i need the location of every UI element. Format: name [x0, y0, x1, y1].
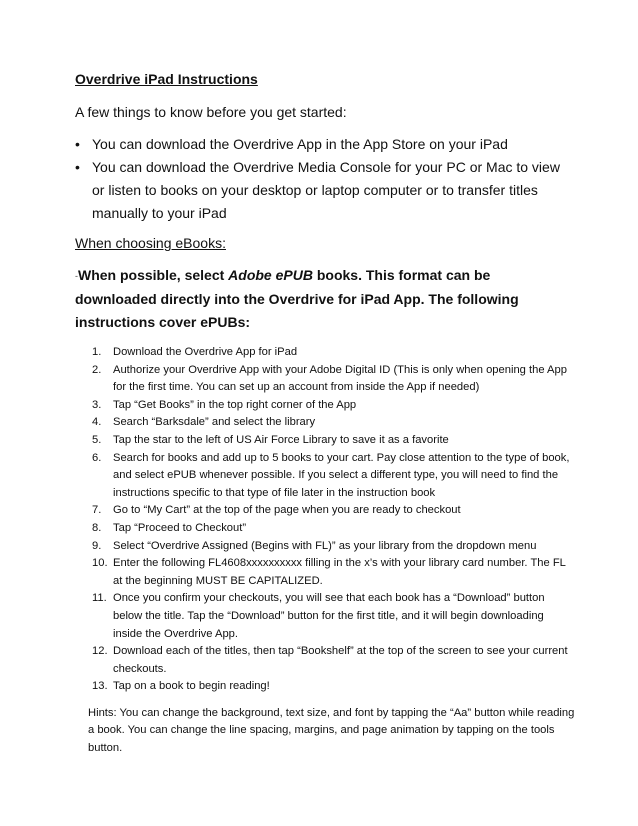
hints-paragraph: Hints: You can change the background, text size, and font by tapping the “Aa” button while reading a book. You can change the line spacing, margins, and page animation by tapping on the tools button. [88, 706, 575, 755]
step-item [75, 502, 575, 520]
step-item [75, 555, 575, 590]
step-item [75, 362, 575, 397]
list-item [75, 156, 575, 225]
lead-text-part2: books. This format can be downloaded directly into the Overdrive for iPad App. The following instructions cover ePUBs: [75, 267, 519, 330]
step-item [75, 590, 575, 643]
intro-text: A few things to know before you get started: [75, 104, 347, 120]
step-number: 12. [92, 645, 108, 658]
section-heading: When choosing eBooks: [75, 235, 226, 251]
bullet-text: You can download the Overdrive App in the App Store on your iPad [92, 136, 508, 152]
step-text: Tap on a book to begin reading! [113, 680, 270, 693]
steps-list [75, 344, 575, 696]
step-item [75, 450, 575, 503]
step-item [75, 414, 575, 432]
step-number: 10. [92, 557, 108, 570]
bullet-icon: • [75, 136, 80, 152]
step-text: Go to “My Cart” at the top of the page when you are ready to checkout [113, 504, 461, 517]
bullet-list [75, 133, 575, 225]
step-text: Tap “Get Books” in the top right corner of the App [113, 398, 357, 411]
step-number: 9. [92, 539, 102, 552]
step-number: 7. [92, 504, 102, 517]
step-text: Tap “Proceed to Checkout” [113, 521, 247, 534]
step-number: 1. [92, 346, 102, 358]
step-text: Search “Barksdale” and select the library [113, 416, 316, 429]
step-item [75, 643, 575, 678]
bullet-icon: • [75, 159, 80, 175]
step-text: Authorize your Overdrive App with your Adobe Digital ID (This is only when opening the App for the first time. You can set up an account from inside the App if needed) [113, 363, 567, 394]
lead-dash: - [75, 271, 78, 281]
step-number: 5. [92, 433, 102, 446]
lead-text-part1: When possible, select [78, 267, 229, 283]
step-number: 6. [92, 451, 102, 464]
page-title: Overdrive iPad Instructions [75, 71, 258, 87]
step-text: Tap the star to the left of US Air Force Library to save it as a favorite [113, 433, 449, 446]
step-text: Search for books and add up to 5 books to your cart. Pay close attention to the type of book, and select ePUB whenever possible. If you select a different type, you will need to find the instructions specific to that type of file later in the instruction book [113, 451, 570, 499]
lead-emphasis: Adobe ePUB [228, 267, 313, 283]
step-item [75, 520, 575, 538]
step-item [75, 432, 575, 450]
step-item [75, 397, 575, 415]
bullet-text: You can download the Overdrive Media Console for your PC or Mac to view or listen to books on your desktop or laptop computer or to transfer titles manually to your iPad [92, 159, 560, 221]
step-item [75, 344, 575, 362]
step-text: Download the Overdrive App for iPad [113, 346, 298, 358]
step-number: 13. [92, 680, 108, 693]
step-number: 3. [92, 398, 102, 411]
step-item [75, 538, 575, 556]
step-text: Select “Overdrive Assigned (Begins with FL)” as your library from the dropdown menu [113, 539, 537, 552]
step-number: 2. [92, 363, 102, 376]
document-page [75, 70, 575, 758]
lead-paragraph [75, 264, 575, 334]
step-number: 11. [92, 592, 107, 605]
step-text: Once you confirm your checkouts, you will see that each book has a “Download” button below the title. Tap the “Download” button for the first title, and it will begin downloading inside the Overdrive App. [113, 592, 545, 640]
list-item [75, 133, 575, 156]
step-number: 8. [92, 521, 102, 534]
step-text: Enter the following FL4608xxxxxxxxxx filling in the x’s with your library card number. The FL at the beginning MUST BE CAPITALIZED. [113, 557, 566, 587]
step-text: Download each of the titles, then tap “Bookshelf” at the top of the screen to see your current checkouts. [113, 645, 568, 675]
step-number: 4. [92, 416, 102, 429]
step-item [75, 678, 575, 696]
